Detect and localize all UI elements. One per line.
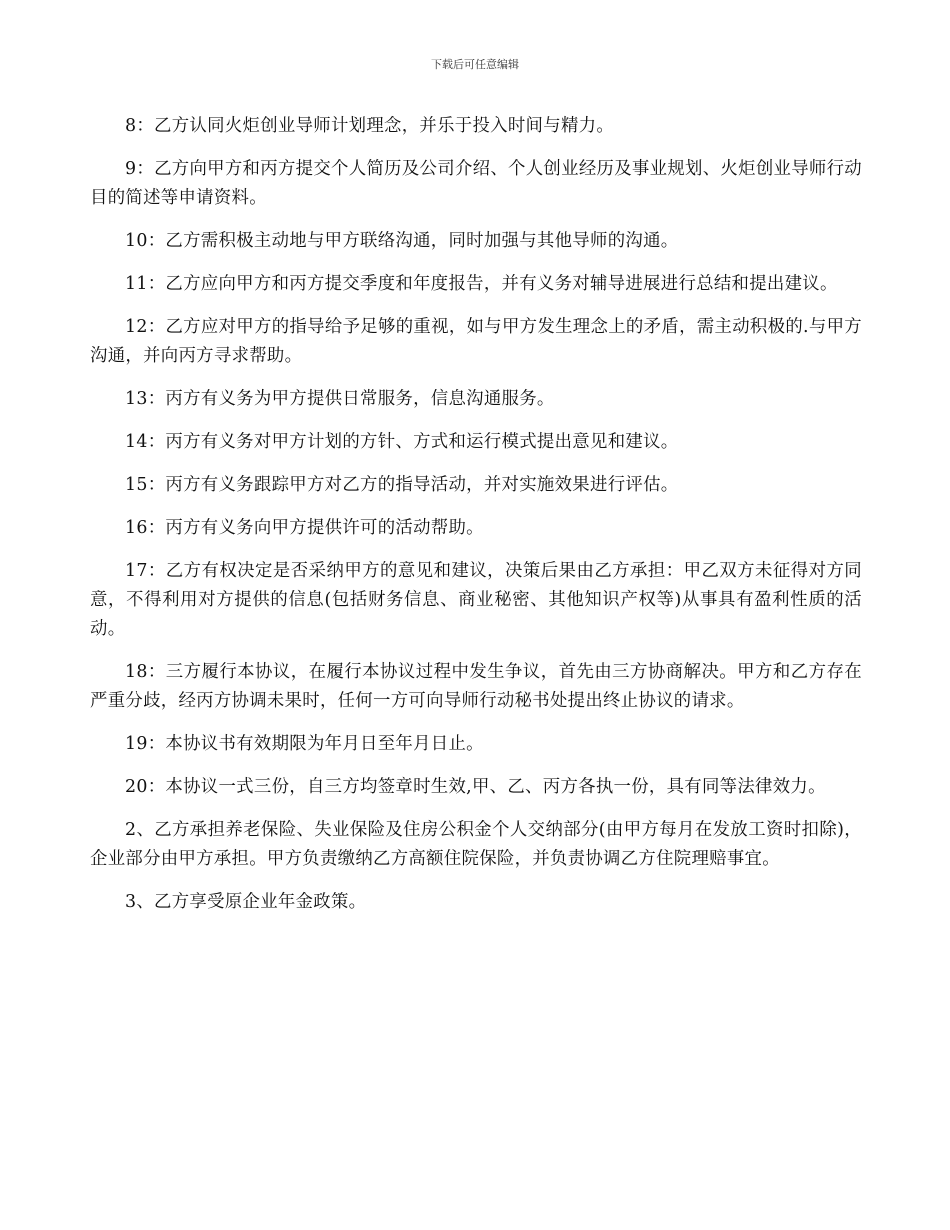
paragraph-15: 15：丙方有义务跟踪甲方对乙方的指导活动，并对实施效果进行评估。 bbox=[125, 475, 679, 495]
page-header-note: 下载后可任意编辑 bbox=[431, 58, 519, 71]
paragraph-18: 18：三方履行本协议，在履行本协议过程中发生争议，首先由三方协商解决。甲方和乙方存在严重分歧，经丙方协调未果时，任何一方可向导师行动秘书处提出终止协议的请求。 bbox=[90, 662, 862, 711]
paragraph-19: 19：本协议书有效期限为年月日至年月日止。 bbox=[125, 734, 484, 754]
paragraph-9: 9：乙方向甲方和丙方提交个人简历及公司介绍、个人创业经历及事业规划、火炬创业导师行动目的简述等申请资料。 bbox=[90, 159, 862, 208]
paragraph-13: 13：丙方有义务为甲方提供日常服务，信息沟通服务。 bbox=[125, 389, 555, 409]
paragraph-clause-2: 2、乙方承担养老保险、失业保险及住房公积金个人交纳部分(由甲方每月在发放工资时扣除)，企业部分由甲方承担。甲方负责缴纳乙方高额住院保险，并负责协调乙方住院理赔事宜。 bbox=[90, 820, 862, 869]
document-body bbox=[90, 112, 862, 931]
paragraph-10: 10：乙方需积极主动地与甲方联络沟通，同时加强与其他导师的沟通。 bbox=[125, 231, 679, 251]
paragraph-8: 8：乙方认同火炬创业导师计划理念，并乐于投入时间与精力。 bbox=[125, 116, 615, 136]
paragraph-11: 11：乙方应向甲方和丙方提交季度和年度报告，并有义务对辅导进展进行总结和提出建议。 bbox=[125, 274, 838, 294]
paragraph-14: 14：丙方有义务对甲方计划的方针、方式和运行模式提出意见和建议。 bbox=[125, 432, 679, 452]
paragraph-clause-3: 3、乙方享受原企业年金政策。 bbox=[125, 892, 367, 912]
paragraph-12: 12：乙方应对甲方的指导给予足够的重视，如与甲方发生理念上的矛盾，需主动积极的.与甲方沟通，并向丙方寻求帮助。 bbox=[90, 317, 862, 366]
paragraph-20: 20：本协议一式三份，自三方均签章时生效,甲、乙、丙方各执一份，具有同等法律效力。 bbox=[125, 777, 826, 797]
paragraph-17: 17：乙方有权决定是否采纳甲方的意见和建议，决策后果由乙方承担：甲乙双方未征得对方同意，不得利用对方提供的信息(包括财务信息、商业秘密、其他知识产权等)从事具有盈利性质的活动。 bbox=[90, 561, 862, 639]
paragraph-16: 16：丙方有义务向甲方提供许可的活动帮助。 bbox=[125, 518, 484, 538]
